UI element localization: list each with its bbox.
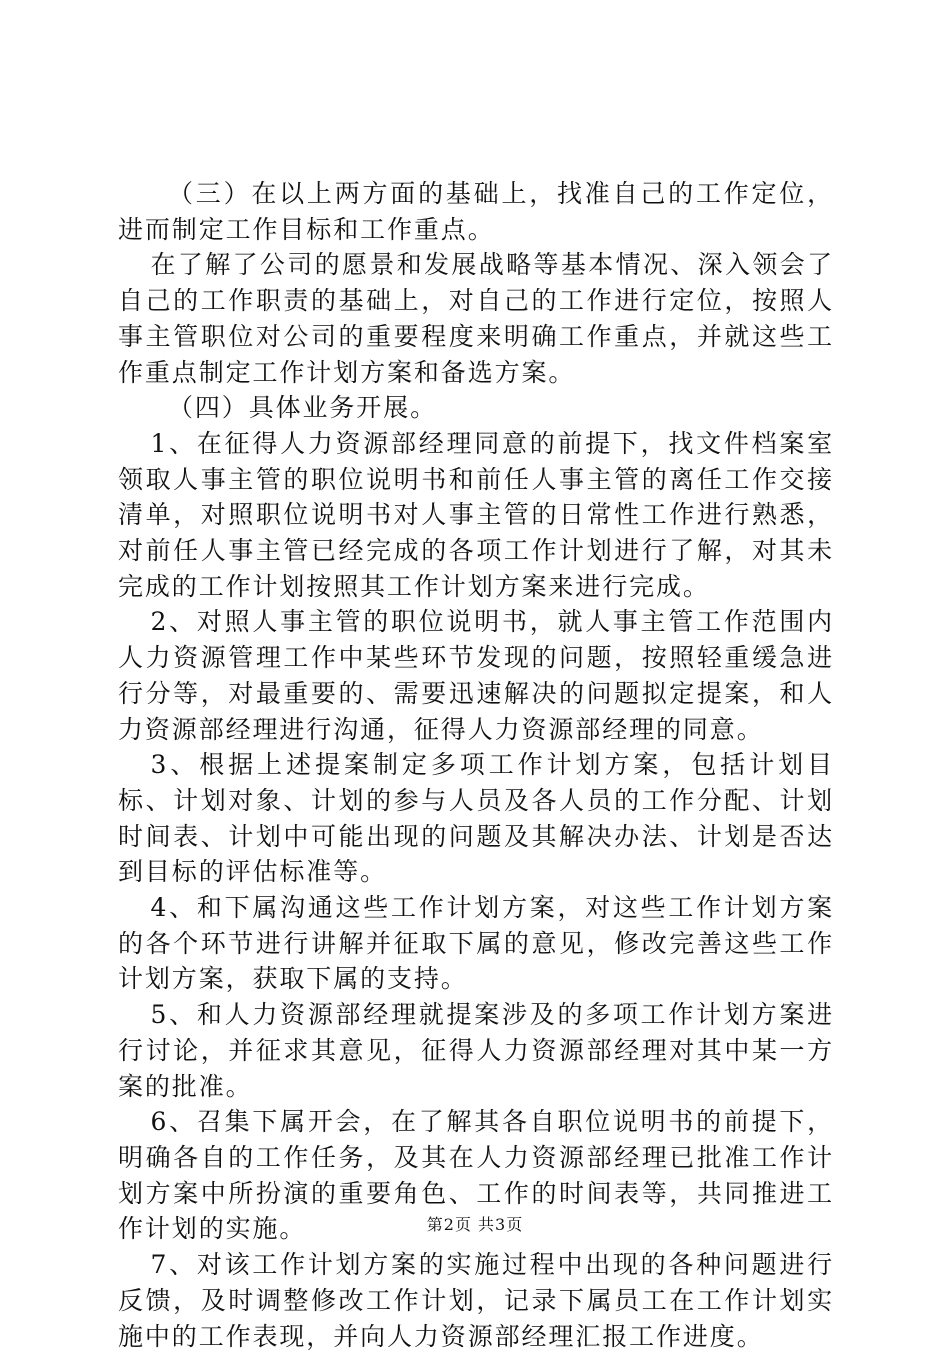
section-heading-3: （三）在以上两方面的基础上，找准自己的工作定位，进而制定工作目标和工作重点。 — [118, 179, 834, 244]
list-item-7: 7、对该工作计划方案的实施过程中出现的各种问题进行反馈，及时调整修改工作计划，记录下属员工在工作计划实施中的工作表现，并向人力资源部经理汇报工作进度。 — [118, 1250, 834, 1351]
paragraph-positioning: 在了解了公司的愿景和发展战略等基本情况、深入领会了自己的工作职责的基础上，对自己的工作进行定位，按照人事主管职位对公司的重要程度来明确工作重点，并就这些工作重点制定工作计划方案和备选方案。 — [118, 250, 834, 387]
list-item-5: 5、和人力资源部经理就提案涉及的多项工作计划方案进行讨论，并征求其意见，征得人力资源部经理对其中某一方案的批准。 — [118, 1000, 834, 1101]
list-item-6: 6、召集下属开会，在了解其各自职位说明书的前提下，明确各自的工作任务，及其在人力资源部经理已批准工作计划方案中所扮演的重要角色、工作的时间表等，共同推进工作计划的实施。 — [118, 1107, 834, 1244]
list-item-2: 2、对照人事主管的职位说明书，就人事主管工作范围内人力资源管理工作中某些环节发现的问题，按照轻重缓急进行分等，对最重要的、需要迅速解决的问题拟定提案，和人力资源部经理进行沟通，征得人力资源部经理的同意。 — [118, 607, 834, 744]
page-number-footer: 第2页 共3页 — [426, 1215, 524, 1234]
section-heading-4: （四）具体业务开展。 — [168, 393, 438, 423]
list-item-1: 1、在征得人力资源部经理同意的前提下，找文件档案室领取人事主管的职位说明书和前任人事主管的离任工作交接清单，对照职位说明书对人事主管的日常性工作进行熟悉，对前任人事主管已经完成的各项工作计划进行了解，对其未完成的工作计划按照其工作计划方案来进行完成。 — [118, 428, 834, 601]
document-body — [118, 176, 834, 1354]
list-item-4: 4、和下属沟通这些工作计划方案，对这些工作计划方案的各个环节进行讲解并征取下属的意见，修改完善这些工作计划方案，获取下属的支持。 — [118, 893, 834, 994]
list-item-3: 3、根据上述提案制定多项工作计划方案，包括计划目标、计划对象、计划的参与人员及各人员的工作分配、计划时间表、计划中可能出现的问题及其解决办法、计划是否达到目标的评估标准等。 — [118, 750, 834, 887]
